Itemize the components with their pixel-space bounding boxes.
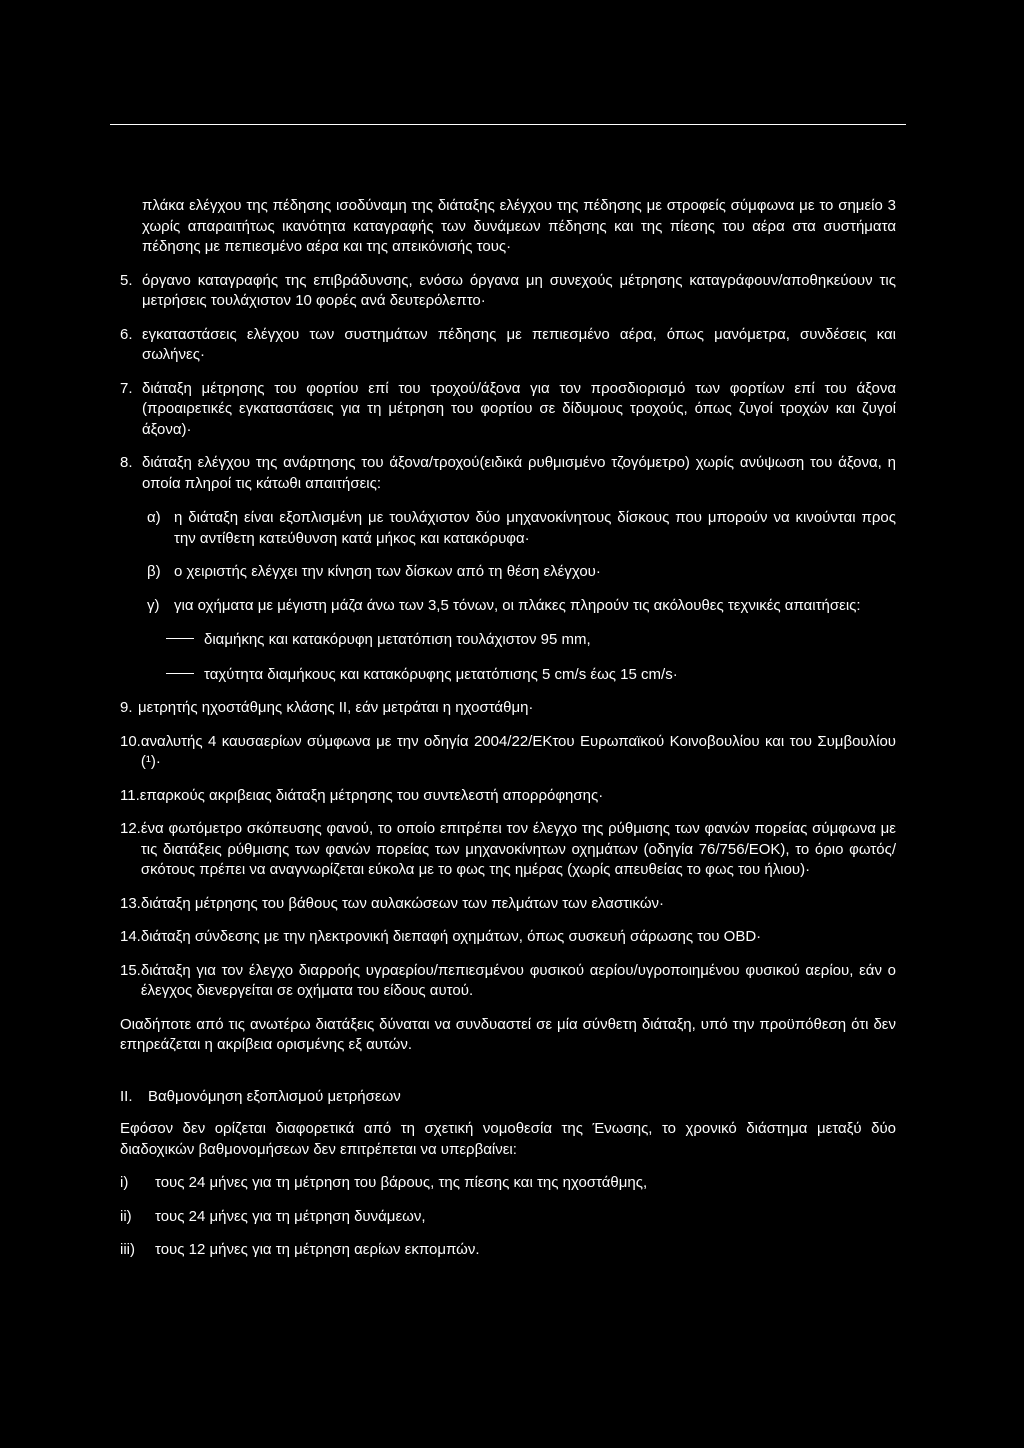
dash-item-2 <box>166 665 896 686</box>
list-item-text: διάταξη σύνδεσης με την ηλεκτρονική διεπαφή οχημάτων, όπως συσκευή σάρωσης του OBD· <box>140 928 762 945</box>
list-item-11 <box>120 786 896 807</box>
list-item-text: διάταξη μέτρησης του βάθους των αυλακώσεων των πελμάτων των ελαστικών· <box>140 894 665 912</box>
list-item-12 <box>120 819 896 881</box>
document-body <box>120 196 896 1261</box>
section-paragraph: Εφόσον δεν ορίζεται διαφορετικά από τη σχετική νομοθεσία της Ένωσης, το χρονικό διάστημα μεταξύ δύο διαδοχικών βαθμονομήσεων δεν επιτρέπεται να υπερβαίνει: <box>120 1120 896 1158</box>
list-item-number: 5. <box>120 271 133 289</box>
closing-paragraph: Οιαδήποτε από τις ανωτέρω διατάξεις δύναται να συνδυαστεί σε μία σύνθετη διάταξη, υπό την προϋπόθεση ότι δεν επηρεάζεται η ακρίβεια ορισμένης εξ αυτών. <box>120 1015 896 1053</box>
sub-item-letter: γ) <box>147 596 160 614</box>
roman-list-text: τους 24 μήνες για τη μέτρηση του βάρους, της πίεσης και της ηχοστάθμης, <box>155 1174 648 1191</box>
roman-list-text: τους 24 μήνες για τη μέτρηση δυνάμεων, <box>155 1207 426 1225</box>
list-item-number: 14. <box>120 928 141 945</box>
sub-item-c <box>147 596 896 617</box>
dash-item-text: ταχύτητα διαμήκους και κατακόρυφης μετατόπισης 5 cm/s έως 15 cm/s· <box>204 665 678 683</box>
roman-list-number: iii) <box>120 1241 135 1258</box>
list-item-number: 10. <box>120 732 141 750</box>
section-title: Βαθμονόμηση εξοπλισμού μετρήσεων <box>148 1087 401 1105</box>
list-item-6 <box>120 325 896 366</box>
list-item-number: 7. <box>120 379 133 397</box>
roman-list-item-3 <box>120 1240 896 1261</box>
dash-item-text: διαμήκης και κατακόρυφη μετατόπιση τουλάχιστον 95 mm, <box>204 631 591 648</box>
list-item-text: μετρητής ηχοστάθμης κλάσης II, εάν μετράται η ηχοστάθμη· <box>138 699 534 716</box>
list-item-14 <box>120 927 896 948</box>
list-item-number: 13. <box>120 894 141 912</box>
list-item-text: διάταξη ελέγχου της ανάρτησης του άξονα/τροχού(ειδικά ρυθμισμένο τζογόμετρο) χωρίς ανύψωση του άξονα, η οποία πληροί τις κάτωθι απαιτήσεις: <box>142 454 896 492</box>
list-item-text: διάταξη μέτρησης του φορτίου επί του τροχού/άξονα για τον προσδιορισμό των φορτίων επί του άξονα (προαιρετικές εγκαταστάσεις για τη μέτρηση του φορτίου σε δίδυμους τροχούς, όπως ζυγοί τροχών και ζυγοί άξονα)· <box>142 379 896 438</box>
list-item-text: ένα φωτόμετρο σκόπευσης φανού, το οποίο επιτρέπει τον έλεγχο της ρύθμισης των φανών πορείας σύμφωνα με τις διατάξεις ρύθμισης των φανών πορείας των μηχανοκίνητων οχημάτων (οδηγία 76/756/ΕΟΚ), το όριο φωτός/σκότους πρέπει να αναγνωρίζεται εύκολα με το φως της ημέρας (χωρίς απευθείας το φως του ήλιου)· <box>140 820 896 878</box>
list-item-text: όργανο καταγραφής της επιβράδυνσης, ενόσω όργανα μη συνεχούς μέτρησης καταγράφουν/αποθηκεύουν τις μετρήσεις τουλάχιστον 10 φορές ανά δευτερόλεπτο· <box>142 271 896 309</box>
list-item-text: εγκαταστάσεις ελέγχου των συστημάτων πέδησης με πεπιεσμένο αέρα, όπως μανόμετρα, συνδέσεις και σωλήνες· <box>142 325 896 363</box>
list-item-number: 12. <box>120 820 141 837</box>
section-heading <box>120 1087 896 1108</box>
list-item-9 <box>120 698 896 719</box>
list-item-10 <box>120 732 896 773</box>
continuation-paragraph: πλάκα ελέγχου της πέδησης ισοδύναμη της διάταξης ελέγχου της πέδησης με στροφείς σύμφωνα με το σημείο 3 χωρίς απαραιτήτως ικανότητα καταγραφής των δυνάμεων πέδησης και της πίεσης του αέρα στα συστήματα πέδησης με πεπιεσμένο αέρα και της απεικόνισής τους· <box>142 197 896 255</box>
section-number: II. <box>120 1087 133 1105</box>
roman-list-text: τους 12 μήνες για τη μέτρηση αερίων εκπομπών. <box>155 1241 480 1258</box>
sub-item-b <box>147 562 896 583</box>
em-dash-mark <box>166 638 194 639</box>
list-item-text: διάταξη για τον έλεγχο διαρροής υγραερίου/πεπιεσμένου φυσικού αερίου/υγροποιημένου φυσικού αερίου, εάν ο έλεγχος διενεργείται σε οχήματα του είδους αυτού. <box>140 961 896 999</box>
list-item-8 <box>120 453 896 494</box>
sub-item-text: για οχήματα με μέγιστη μάζα άνω των 3,5 τόνων, οι πλάκες πληρούν τις ακόλουθες τεχνικές απαιτήσεις: <box>174 596 861 614</box>
roman-list-item-1 <box>120 1173 896 1194</box>
sub-item-a <box>147 508 896 549</box>
dash-item-1 <box>166 630 896 651</box>
sub-item-text: η διάταξη είναι εξοπλισμένη με τουλάχιστον δύο μηχανοκίνητους δίσκους που μπορούν να κινούνται προς την αντίθετη κατεύθυνση κατά μήκος και κατακόρυφα· <box>174 509 896 547</box>
list-item-text: επαρκούς ακριβειας διάταξη μέτρησης του συντελεστή απορρόφησης· <box>139 786 604 804</box>
list-item-number: 9. <box>120 699 137 716</box>
roman-list-number: i) <box>120 1174 129 1191</box>
em-dash-mark <box>166 673 194 674</box>
list-item-text: αναλυτής 4 καυσαερίων σύμφωνα με την οδηγία 2004/22/ΕΚτου Ευρωπαϊκού Κοινοβουλίου και του Συμβουλίου (¹)· <box>140 732 896 770</box>
roman-list-item-2 <box>120 1207 896 1228</box>
list-item-5 <box>120 271 896 312</box>
list-item-15 <box>120 961 896 1002</box>
list-item-number: 8. <box>120 454 133 471</box>
sub-item-letter: α) <box>147 509 161 526</box>
list-item-13 <box>120 894 896 915</box>
list-item-number: 6. <box>120 325 133 343</box>
list-item-number: 11. <box>120 786 140 804</box>
header-rule <box>110 124 906 125</box>
sub-item-letter: β) <box>147 563 161 580</box>
list-item-number: 15. <box>120 961 141 979</box>
list-item-7 <box>120 379 896 441</box>
roman-list-number: ii) <box>120 1207 132 1225</box>
sub-item-text: ο χειριστής ελέγχει την κίνηση των δίσκων από τη θέση ελέγχου· <box>174 563 601 580</box>
